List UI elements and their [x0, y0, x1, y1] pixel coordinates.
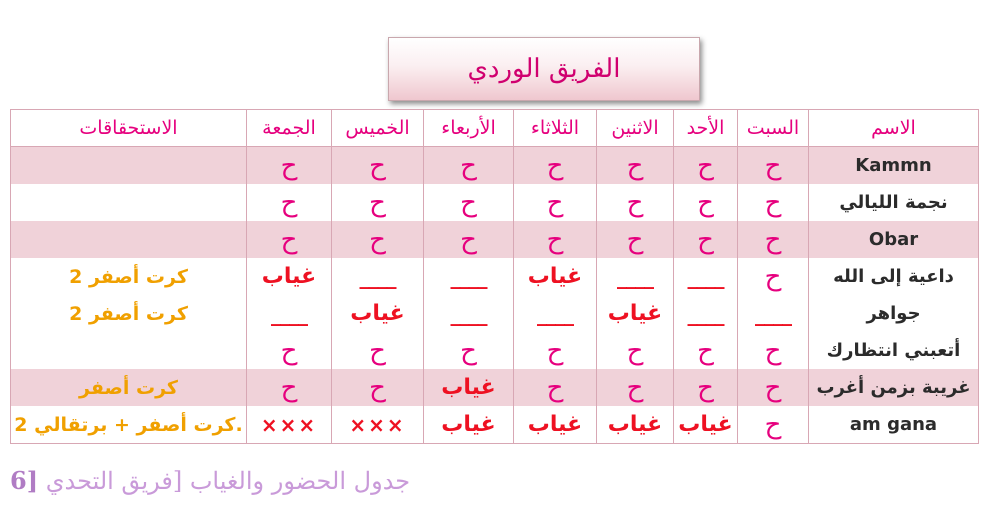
cell-monday: ____ [597, 258, 674, 295]
cell-entitlements: 2 كرت أصفر [11, 258, 247, 295]
cell-sunday: ح [674, 221, 738, 258]
header-tuesday: الثلاثاء [514, 110, 597, 147]
header-monday: الاثنين [597, 110, 674, 147]
attendance-table [10, 109, 979, 444]
cell-wednesday: ____ [424, 258, 514, 295]
cell-thursday: ____ [332, 258, 424, 295]
cell-wednesday: ح [424, 147, 514, 185]
cell-saturday: ح [738, 258, 809, 295]
cell-saturday: ح [738, 332, 809, 369]
header-entitlements: الاستحقاقات [11, 110, 247, 147]
cell-entitlements: 2 كرت أصفر + برتقالي. [11, 406, 247, 444]
cell-wednesday: غياب [424, 369, 514, 406]
cell-entitlements: كرت أصفر [11, 369, 247, 406]
cell-thursday: غياب [332, 295, 424, 332]
table-row [11, 369, 979, 406]
header-sunday: الأحد [674, 110, 738, 147]
cell-name: Obar [809, 221, 979, 258]
table-row [11, 221, 979, 258]
cell-entitlements [11, 221, 247, 258]
cell-thursday: ح [332, 184, 424, 221]
cell-wednesday: ____ [424, 295, 514, 332]
table-row [11, 332, 979, 369]
table-row [11, 295, 979, 332]
cell-thursday: ح [332, 332, 424, 369]
cell-friday: ح [247, 221, 332, 258]
cell-name: داعية إلى الله [809, 258, 979, 295]
cell-monday: ح [597, 221, 674, 258]
cell-name: جواهر [809, 295, 979, 332]
cell-sunday: ح [674, 332, 738, 369]
cell-name: Kammn [809, 147, 979, 185]
cell-tuesday: غياب [514, 258, 597, 295]
header-friday: الجمعة [247, 110, 332, 147]
cell-entitlements [11, 184, 247, 221]
cell-saturday: ح [738, 406, 809, 444]
cell-entitlements: 2 كرت أصفر [11, 295, 247, 332]
caption-number: 6] [10, 466, 39, 495]
cell-tuesday: ح [514, 369, 597, 406]
table-row [11, 258, 979, 295]
header-saturday: السبت [738, 110, 809, 147]
cell-friday: ح [247, 332, 332, 369]
cell-saturday: ح [738, 147, 809, 185]
cell-friday: ح [247, 147, 332, 185]
cell-friday: ح [247, 184, 332, 221]
cell-sunday: ____ [674, 295, 738, 332]
cell-tuesday: ح [514, 147, 597, 185]
cell-friday: ××× [247, 406, 332, 444]
cell-monday: ح [597, 332, 674, 369]
cell-tuesday: ح [514, 184, 597, 221]
cell-name: أتعبني انتظارك [809, 332, 979, 369]
cell-sunday: ح [674, 184, 738, 221]
caption-text: جدول الحضور والغياب [فريق التحدي [45, 467, 411, 495]
cell-friday: ح [247, 369, 332, 406]
cell-sunday: ح [674, 369, 738, 406]
cell-monday: ح [597, 369, 674, 406]
header-thursday: الخميس [332, 110, 424, 147]
cell-monday: غياب [597, 406, 674, 444]
table-row [11, 147, 979, 185]
cell-wednesday: ح [424, 221, 514, 258]
cell-sunday: ____ [674, 258, 738, 295]
cell-monday: ح [597, 184, 674, 221]
cell-thursday: ××× [332, 406, 424, 444]
cell-saturday: ____ [738, 295, 809, 332]
cell-thursday: ح [332, 147, 424, 185]
cell-saturday: ح [738, 221, 809, 258]
cell-entitlements [11, 332, 247, 369]
cell-friday: ____ [247, 295, 332, 332]
cell-saturday: ح [738, 369, 809, 406]
cell-entitlements [11, 147, 247, 185]
cell-tuesday: ح [514, 221, 597, 258]
cell-monday: ح [597, 147, 674, 185]
cell-monday: غياب [597, 295, 674, 332]
table-row [11, 184, 979, 221]
cell-friday: غياب [247, 258, 332, 295]
cell-wednesday: غياب [424, 406, 514, 444]
cell-wednesday: ح [424, 332, 514, 369]
header-row [11, 110, 979, 147]
cell-tuesday: ____ [514, 295, 597, 332]
cell-thursday: ح [332, 221, 424, 258]
cell-name: نجمة الليالي [809, 184, 979, 221]
cell-tuesday: غياب [514, 406, 597, 444]
table-row [11, 406, 979, 444]
cell-thursday: ح [332, 369, 424, 406]
cell-tuesday: ح [514, 332, 597, 369]
header-wednesday: الأربعاء [424, 110, 514, 147]
cell-wednesday: ح [424, 184, 514, 221]
table-caption [10, 466, 410, 495]
cell-name: am gana [809, 406, 979, 444]
cell-name: غريبة بزمن أغرب [809, 369, 979, 406]
cell-sunday: غياب [674, 406, 738, 444]
header-name: الاسم [809, 110, 979, 147]
team-title-box [388, 37, 700, 101]
team-title: الفريق الوردي [467, 54, 621, 84]
cell-saturday: ح [738, 184, 809, 221]
cell-sunday: ح [674, 147, 738, 185]
